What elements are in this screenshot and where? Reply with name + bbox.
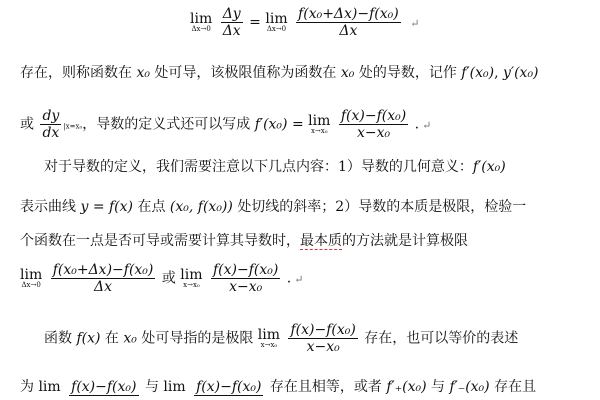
text-line-2: 或 $\frac{dy}{dx}$ |x=x₀，导数的定义式还可以写成 f′(x₀) = lim x→x₀ $\frac{\text{f(x)−f(x₀)}}{\text{x−x₀}}$ . ↵ xyxy=(20,108,432,141)
text-line-5: 个函数在一点是否可导或需要计算其导数时，最本质的方法就是计算极限 xyxy=(20,233,468,249)
fraction-dy-dx: $\frac{\Delta y}{\Delta x}$ xyxy=(222,6,241,39)
fraction-alt-definition: $\frac{\text{f(x)−f(x₀)}}{\text{x−x₀}}$ xyxy=(340,108,407,141)
text-line-7: 函数 f(x) 在 x₀ 处可导指的是极限 lim x→x₀ $\frac{\text{f(x)−f(x₀)}}{\text{x−x₀}}$ 存在，也可以等价的表述 xyxy=(44,322,519,355)
lim-operator: lim x→x₀ xyxy=(308,112,331,135)
fraction-difference-quotient: $\frac{\text{f(x₀+Δx)−f(x₀)}}{\Delta x}$ xyxy=(298,6,399,39)
paragraph-mark: ↵ xyxy=(410,16,420,30)
formula-derivative-definition: lim Δx→0 $\frac{\Delta y}{\Delta x}$ = lim Δx→0 $\frac{\text{f(x₀+Δx)−f(x₀)}}{\Delta x}$ ↵ xyxy=(190,6,420,39)
text-line-3: 对于导数的定义，我们需要注意以下几点内容：1）导数的几何意义：f′(x₀) xyxy=(44,159,506,175)
text-line-4: 表示曲线 y = f(x) 在点 (x₀, f(x₀)) 处切线的斜率；2）导数的本质是极限，检验一 xyxy=(20,199,527,215)
lim-operator: lim Δx→0 xyxy=(190,10,213,33)
fraction-dy-dx-leibniz: $\frac{dy}{dx}$ xyxy=(42,108,60,141)
text-line-1: 存在，则称函数在 x₀ 处可导，该极限值称为函数在 x₀ 处的导数，记作 f′(x₀), y′(x₀) xyxy=(20,65,539,81)
text-line-8: 为 lim f(x)−f(x₀) 与 lim f(x)−f(x₀) 存在且相等，或者 f′₊(x₀) 与 f′₋(x₀) 存在且 xyxy=(20,378,537,395)
text-line-6-limits: lim Δx→0 $\frac{\text{f(x₀+Δx)−f(x₀)}}{\Delta x}$ 或 lim x→x₀ $\frac{\text{f(x)−f(x₀)}}{\text{x−x₀}}$ . ↵ xyxy=(20,262,304,295)
lim-operator: lim Δx→0 xyxy=(265,10,288,33)
